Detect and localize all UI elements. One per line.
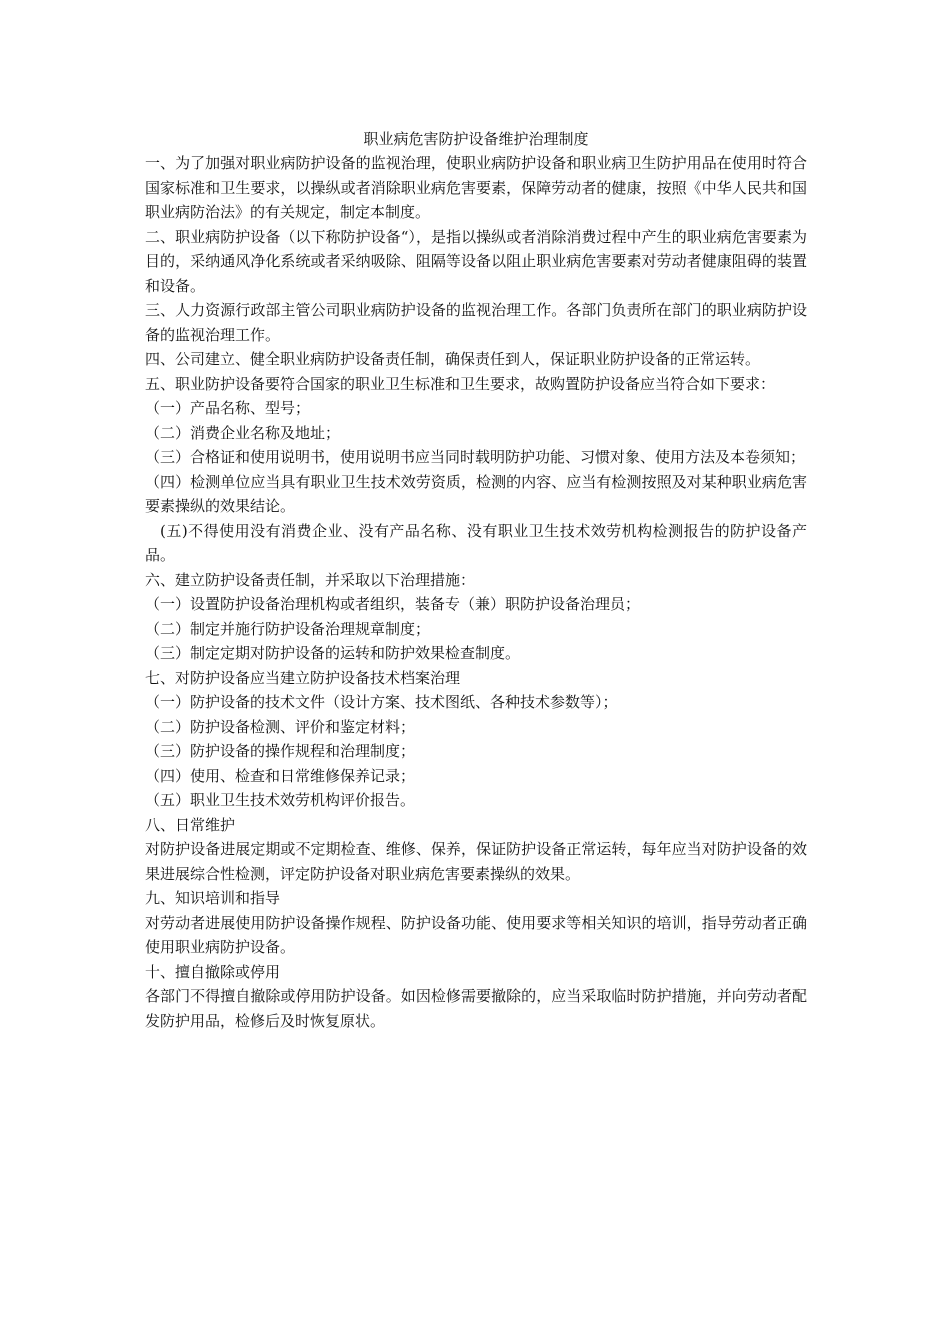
document-paragraph: （五）职业卫生技术效劳机构评价报告。 <box>145 791 416 809</box>
document-paragraph: （四）使用、检查和日常维修保养记录； <box>145 766 416 785</box>
document-paragraph: 六、建立防护设备责任制，并采取以下治理措施： <box>145 570 476 589</box>
document-paragraph: 一、为了加强对职业病防护设备的监视治理，使职业病防护设备和职业病卫生防护用品在使用时符合国家标准和卫生要求，以操纵或者消除职业病危害要素，保障劳动者的健康，按照《中华人民共和国职业病防治法》的有关规定，制定本制度。 <box>145 154 807 221</box>
document-paragraph: 二、职业病防护设备（以下称防护设备“），是指以操纵或者消除消费过程中产生的职业病危害要素为目的，采纳通风净化系统或者采纳吸除、阻隔等设备以阻止职业病危害要素对劳动者健康阻碍的装置和设备。 <box>145 227 807 295</box>
document-paragraph: 七、对防护设备应当建立防护设备技术档案治理 <box>145 668 461 687</box>
document-paragraph: 九、知识培训和指导 <box>145 889 281 907</box>
document-paragraph: （二）制定并施行防护设备治理规章制度； <box>145 619 431 638</box>
document-paragraph: （四）检测单位应当具有职业卫生技术效劳资质，检测的内容、应当有检测按照及对某种职业病危害要素操纵的效果结论。 <box>145 472 807 515</box>
document-paragraph: 四、公司建立、健全职业病防护设备责任制，确保责任到人，保证职业防护设备的正常运转。 <box>145 350 761 368</box>
document-paragraph: (五)不得使用没有消费企业、没有产品名称、没有职业卫生技术效劳机构检测报告的防护设备产品。 <box>145 521 807 564</box>
document-page <box>145 127 807 1033</box>
document-paragraph: 对防护设备进展定期或不定期检查、维修、保养，保证防护设备正常运转，每年应当对防护设备的效果进展综合性检测，评定防护设备对职业病危害要素操纵的效果。 <box>145 840 807 883</box>
document-paragraph: （三）防护设备的操作规程和治理制度； <box>145 742 416 760</box>
document-paragraph: （二）消费企业名称及地址； <box>145 423 341 442</box>
document-paragraph: 十、擅自撤除或停用 <box>145 962 281 981</box>
document-paragraph: 三、人力资源行政部主管公司职业病防护设备的监视治理工作。各部门负责所在部门的职业病防护设备的监视治理工作。 <box>145 301 807 344</box>
document-paragraph: （一）产品名称、型号； <box>145 399 311 417</box>
document-paragraph: （三）合格证和使用说明书，使用说明书应当同时载明防护功能、习惯对象、使用方法及本卷须知； <box>145 448 806 466</box>
document-paragraph: 八、日常维护 <box>145 815 236 834</box>
document-paragraph: 各部门不得擅自撤除或停用防护设备。如因检修需要撤除的，应当采取临时防护措施，并向劳动者配发防护用品，检修后及时恢复原状。 <box>145 987 807 1030</box>
document-body <box>145 151 807 1033</box>
document-paragraph: 五、职业防护设备要符合国家的职业卫生标准和卫生要求，故购置防护设备应当符合如下要求： <box>145 374 776 393</box>
document-paragraph: 对劳动者进展使用防护设备操作规程、防护设备功能、使用要求等相关知识的培训，指导劳动者正确使用职业病防护设备。 <box>145 913 807 956</box>
document-paragraph: （二）防护设备检测、评价和鉴定材料； <box>145 717 416 736</box>
document-title: 职业病危害防护设备维护治理制度 <box>363 130 589 148</box>
document-paragraph: （一）设置防护设备治理机构或者组织，装备专（兼）职防护设备治理员； <box>145 595 641 613</box>
document-paragraph: （三）制定定期对防护设备的运转和防护效果检查制度。 <box>145 644 521 662</box>
document-paragraph: （一）防护设备的技术文件（设计方案、技术图纸、各种技术参数等）； <box>145 693 618 711</box>
